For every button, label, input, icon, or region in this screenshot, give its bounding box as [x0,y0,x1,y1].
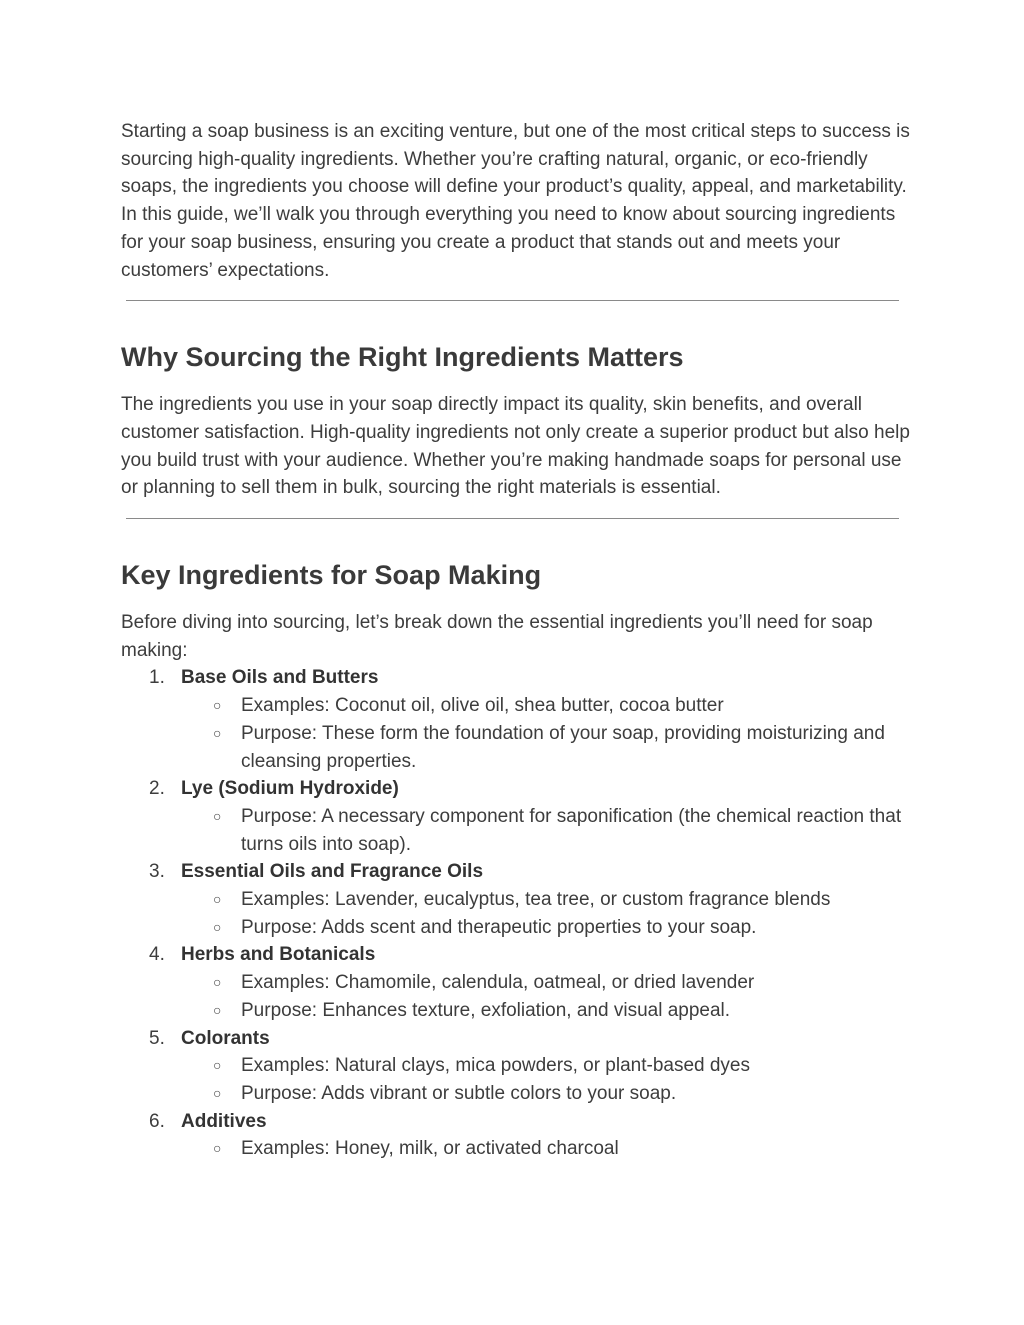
list-item-number: 1. [149,667,165,689]
sub-list [181,1052,911,1107]
sub-list-item [181,692,911,720]
list-item-number: 3. [149,861,165,883]
sub-list [181,1135,911,1163]
horizontal-divider [126,300,899,301]
hollow-circle-bullet-icon: ○ [213,807,222,824]
list-item-number: 4. [149,944,165,966]
sub-list-item [181,803,911,858]
sub-list-item [181,997,911,1025]
list-item-title: Colorants [181,1027,270,1049]
sub-list-item [181,1052,911,1080]
sub-list-item-text: Examples: Natural clays, mica powders, or plant-based dyes [241,1055,751,1077]
hollow-circle-bullet-icon: ○ [213,918,222,935]
hollow-circle-bullet-icon: ○ [213,1057,222,1074]
sub-list-item-text: Purpose: Adds vibrant or subtle colors to your soap. [241,1082,677,1104]
section-intro-key-ingredients: Before diving into sourcing, let’s break down the essential ingredients you’ll need for soap making: [121,612,873,661]
sub-list-item [181,969,911,997]
list-item-number: 6. [149,1110,165,1132]
sub-list-item [181,720,911,775]
section-body-why-sourcing: The ingredients you use in your soap directly impact its quality, skin benefits, and overall customer satisfaction. High-quality ingredients not only create a superior product but also help you build trust with your audience. Whether you’re making handmade soaps for personal use or planning to sell them in bulk, sourcing the right materials is essential. [121,394,910,499]
document-page [121,118,911,1163]
list-item-title: Additives [181,1110,267,1132]
sub-list-item-text: Purpose: Adds scent and therapeutic properties to your soap. [241,916,757,938]
sub-list-item [181,1135,911,1163]
list-item-title: Base Oils and Butters [181,667,379,689]
hollow-circle-bullet-icon: ○ [213,1001,222,1018]
sub-list-item-text: Examples: Lavender, eucalyptus, tea tree, or custom fragrance blends [241,889,831,911]
sub-list [181,692,911,775]
hollow-circle-bullet-icon: ○ [213,891,222,908]
sub-list [181,886,911,941]
sub-list-item-text: Purpose: These form the foundation of your soap, providing moisturizing and cleansing properties. [241,722,885,772]
sub-list-item-text: Purpose: A necessary component for saponification (the chemical reaction that turns oils into soap). [241,805,902,855]
sub-list-item-text: Examples: Chamomile, calendula, oatmeal, or dried lavender [241,972,755,994]
hollow-circle-bullet-icon: ○ [213,697,222,714]
section-heading-key-ingredients: Key Ingredients for Soap Making [121,560,542,591]
sub-list-item [181,886,911,914]
list-item-title: Lye (Sodium Hydroxide) [181,778,399,800]
sub-list-item [181,914,911,942]
list-item [121,1025,911,1108]
list-item-number: 5. [149,1027,165,1049]
ingredient-list [121,664,911,1163]
intro-paragraph: Starting a soap business is an exciting venture, but one of the most critical steps to success is sourcing high-quality ingredients. Whether you’re crafting natural, organic, or eco-friendly soaps, the ingredients you choose will define your product’s quality, appeal, and marketability. In this guide, we’ll walk you through everything you need to know about sourcing ingredients for your soap business, ensuring you create a product that stands out and meets your customers’ expectations. [121,121,910,281]
sub-list [181,969,911,1024]
section-heading-why-sourcing: Why Sourcing the Right Ingredients Matters [121,342,684,373]
list-item [121,858,911,941]
hollow-circle-bullet-icon: ○ [213,724,222,741]
sub-list-item-text: Examples: Coconut oil, olive oil, shea butter, cocoa butter [241,695,724,717]
sub-list-item-text: Examples: Honey, milk, or activated charcoal [241,1138,619,1160]
list-item-title: Herbs and Botanicals [181,944,376,966]
hollow-circle-bullet-icon: ○ [213,974,222,991]
list-item [121,664,911,775]
sub-list-item-text: Purpose: Enhances texture, exfoliation, and visual appeal. [241,999,731,1021]
horizontal-divider [126,518,899,519]
sub-list-item [181,1080,911,1108]
list-item-number: 2. [149,778,165,800]
list-item [121,1108,911,1163]
sub-list [181,803,911,858]
hollow-circle-bullet-icon: ○ [213,1084,222,1101]
list-item [121,775,911,858]
hollow-circle-bullet-icon: ○ [213,1140,222,1157]
list-item-title: Essential Oils and Fragrance Oils [181,861,484,883]
list-item [121,941,911,1024]
